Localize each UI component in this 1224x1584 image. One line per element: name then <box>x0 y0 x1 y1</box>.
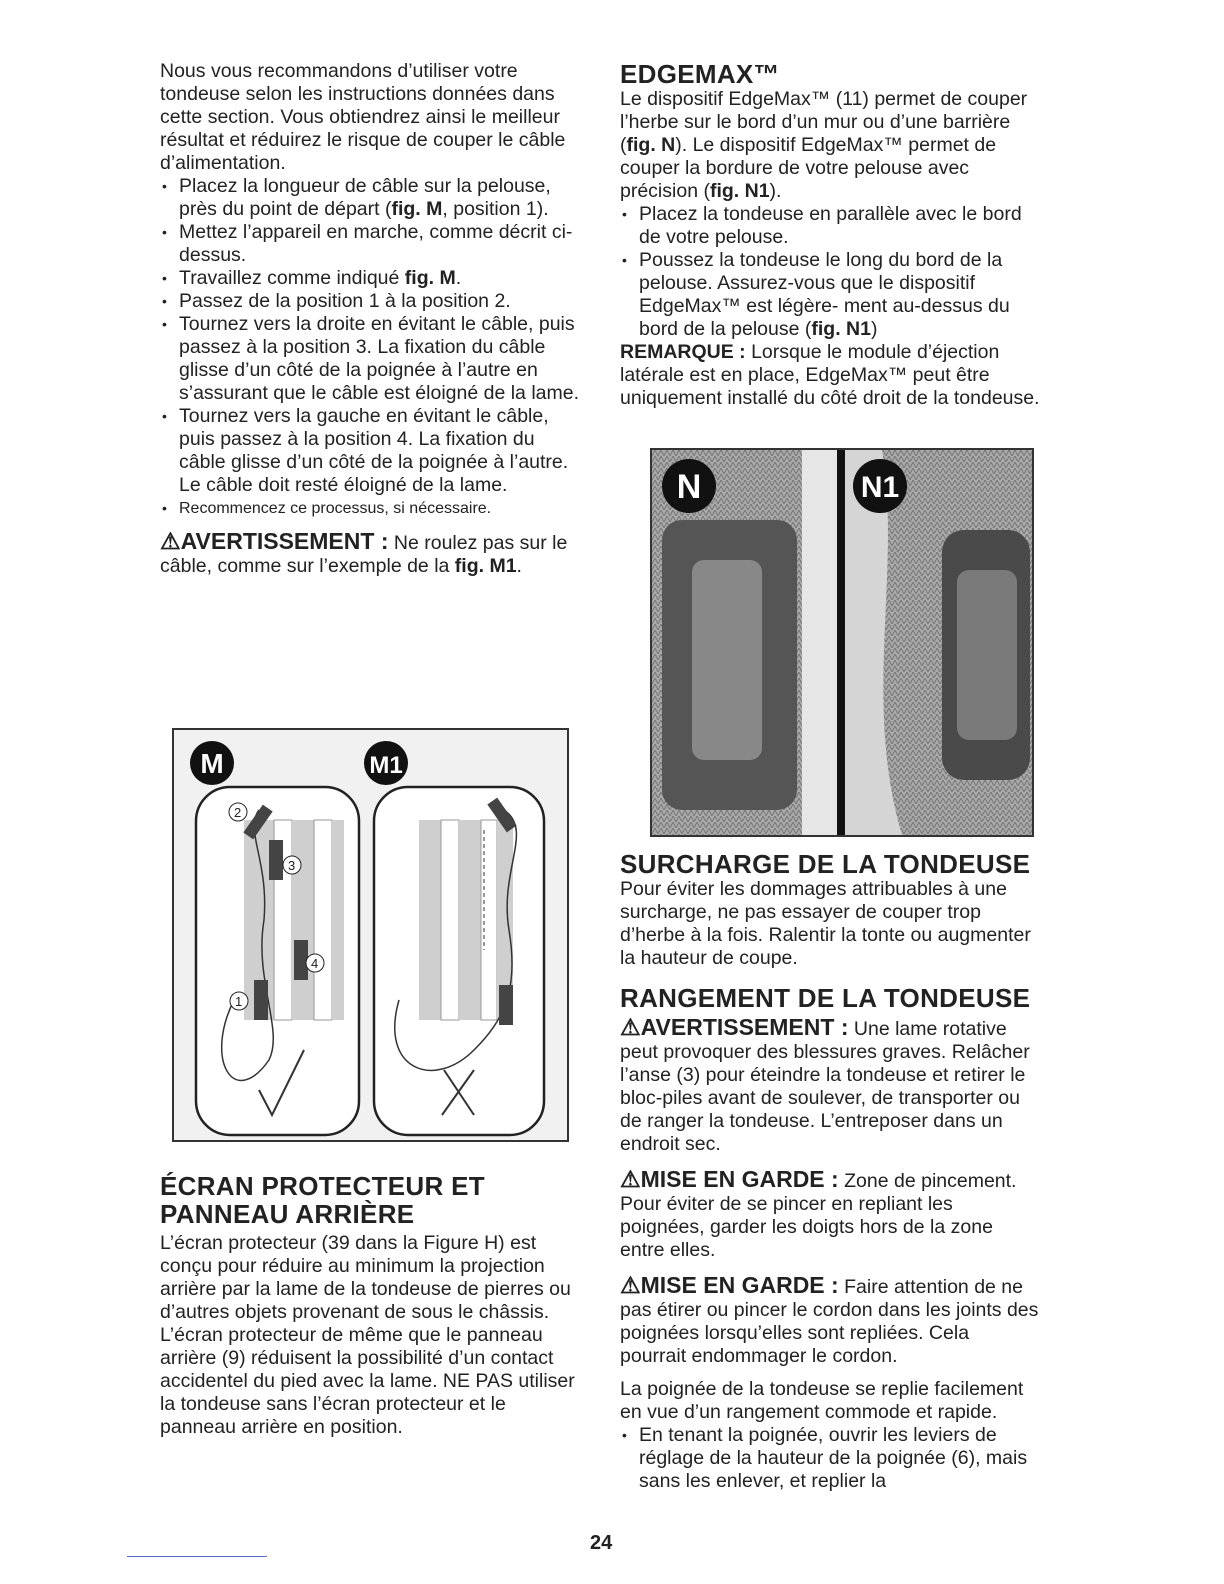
footer-rule <box>127 1556 267 1557</box>
list-item: • Passez de la position 1 à la position 2. <box>160 290 585 313</box>
mower-pos3 <box>269 840 283 880</box>
instruction-list <box>160 175 585 520</box>
fold-paragraph: La poignée de la tondeuse se replie facilement en vue d’un rangement commode et rapide. <box>620 1378 1024 1423</box>
list-item: • Mettez l’appareil en marche, comme décrit ci-dessus. <box>160 221 585 267</box>
edgemax-photo <box>652 450 1032 835</box>
list-item: • Placez la longueur de câble sur la pelouse, près du point de départ (fig. M, position 1). <box>160 175 585 221</box>
overload-heading: SURCHARGE DE LA TONDEUSE <box>620 849 1031 879</box>
list-item: • Travaillez comme indiqué fig. M. <box>160 267 585 290</box>
mower-pos4 <box>294 940 308 980</box>
left-column <box>160 60 585 1438</box>
page-number: 24 <box>590 1532 613 1554</box>
badge-n1-label: N1 <box>860 471 900 504</box>
mowing-diagram <box>174 730 567 1140</box>
mower-pos1 <box>254 980 268 1020</box>
badge-m-label: M <box>200 748 224 779</box>
lawn-stripes-m1 <box>419 820 513 1020</box>
mower-deck-n <box>692 560 762 760</box>
screen-paragraph-2: L’écran protecteur de même que le panneau arrière (9) réduisent la possibilité d’un contact accidentel du pied avec la lame. NE PAS utiliser la tondeuse sans l’écran protecteur et le panneau arrière en position. <box>160 1324 575 1438</box>
intro-paragraph: Nous vous recommandons d’utiliser votre tondeuse selon les instructions données dans cette section. Vous obtiendrez ainsi le meilleur résultat et réduirez le risque de couper le câble d’alimentation. <box>160 60 566 174</box>
screen-heading: ÉCRAN PROTECTEUR ET PANNEAU ARRIÈRE <box>160 1171 485 1229</box>
position-label-2: 2 <box>234 805 242 820</box>
mower-deck-n1 <box>957 570 1017 740</box>
position-label-3: 3 <box>288 858 296 873</box>
photo-divider <box>837 450 845 835</box>
storage-warning: ⚠AVERTISSEMENT : Une lame rotative peut provoquer des blessures graves. Relâcher l’anse (3) pour éteindre la tondeuse et retirer le bloc-piles avant de soulever, de transporter ou de ranger la tondeuse. L’entreposer dans un endroit sec. <box>620 1014 1030 1155</box>
storage-heading: RANGEMENT DE LA TONDEUSE <box>620 983 1031 1013</box>
fold-list <box>620 1424 1040 1493</box>
cord-caution: ⚠MISE EN GARDE : Faire attention de ne pas étirer ou pincer le cordon dans les joints des poignées lorsqu’elles sont repliées. Cela pourrait endommager le cordon. <box>620 1272 1039 1367</box>
edgemax-heading: EDGEMAX™ <box>620 59 780 89</box>
overload-paragraph: Pour éviter les dommages attribuables à une surcharge, ne pas essayer de couper trop d’herbe à la fois. Ralentir la tonte ou augmenter la hauteur de coupe. <box>620 878 1031 969</box>
list-item: • Recommencez ce processus, si nécessaire. <box>160 497 585 520</box>
position-label-1: 1 <box>235 994 243 1009</box>
edgemax-list <box>620 203 1040 341</box>
warning-label: ⚠AVERTISSEMENT : <box>160 528 389 554</box>
position-label-4: 4 <box>311 956 319 971</box>
list-item: • Placez la tondeuse en parallèle avec le bord de votre pelouse. <box>620 203 1040 249</box>
mower-m1-bottom <box>499 985 513 1025</box>
list-item: • Tournez vers la gauche en évitant le câble, puis passez à la position 4. La fixation du câble glisse d’un côté de la poignée à l’autre. Le câble doit resté éloigné de la lame. <box>160 405 585 497</box>
list-item: • Tournez vers la droite en évitant le câble, puis passez à la position 3. La fixation du câble glisse d’un côté de la poignée à l’autre en s’assurant que le câble est éloigné de la lame. <box>160 313 585 405</box>
badge-m1-label: M1 <box>369 752 403 779</box>
screen-paragraph-1: L’écran protecteur (39 dans la Figure H) est conçu pour réduire au minimum la projection arrière par la lame de la tondeuse de pierres ou d’autres objets provenant de sous le châssis. <box>160 1232 571 1323</box>
figure-m-mowing-pattern <box>172 728 569 1142</box>
list-item: • En tenant la poignée, ouvrir les leviers de réglage de la hauteur de la poignée (6), mais sans les enlever, et replier la <box>620 1424 1040 1493</box>
edgemax-paragraph: Le dispositif EdgeMax™ (11) permet de couper l’herbe sur le bord d’un mur ou d’une barrière (fig. N). Le dispositif EdgeMax™ permet de couper la bordure de votre pelouse avec précision (fig. N1). <box>620 88 1028 202</box>
wall <box>802 450 837 835</box>
right-column <box>620 59 1040 1492</box>
list-item: • Poussez la tondeuse le long du bord de la pelouse. Assurez-vous que le dispositif EdgeMax™ est légère- ment au-dessus du bord de la pelouse (fig. N1) <box>620 249 1040 341</box>
cable-warning: ⚠AVERTISSEMENT : Ne roulez pas sur le câble, comme sur l’exemple de la fig. M1. <box>160 528 568 577</box>
remark-paragraph: REMARQUE : Lorsque le module d’éjection latérale est en place, EdgeMax™ peut être uniquement installé du côté droit de la tondeuse. <box>620 341 1040 409</box>
figure-n-edgemax-photo <box>650 448 1034 837</box>
badge-n-label: N <box>676 468 702 506</box>
pinch-caution: ⚠MISE EN GARDE : Zone de pincement. Pour éviter de se pincer en repliant les poignées, garder les doigts hors de la zone entre elles. <box>620 1166 1017 1261</box>
